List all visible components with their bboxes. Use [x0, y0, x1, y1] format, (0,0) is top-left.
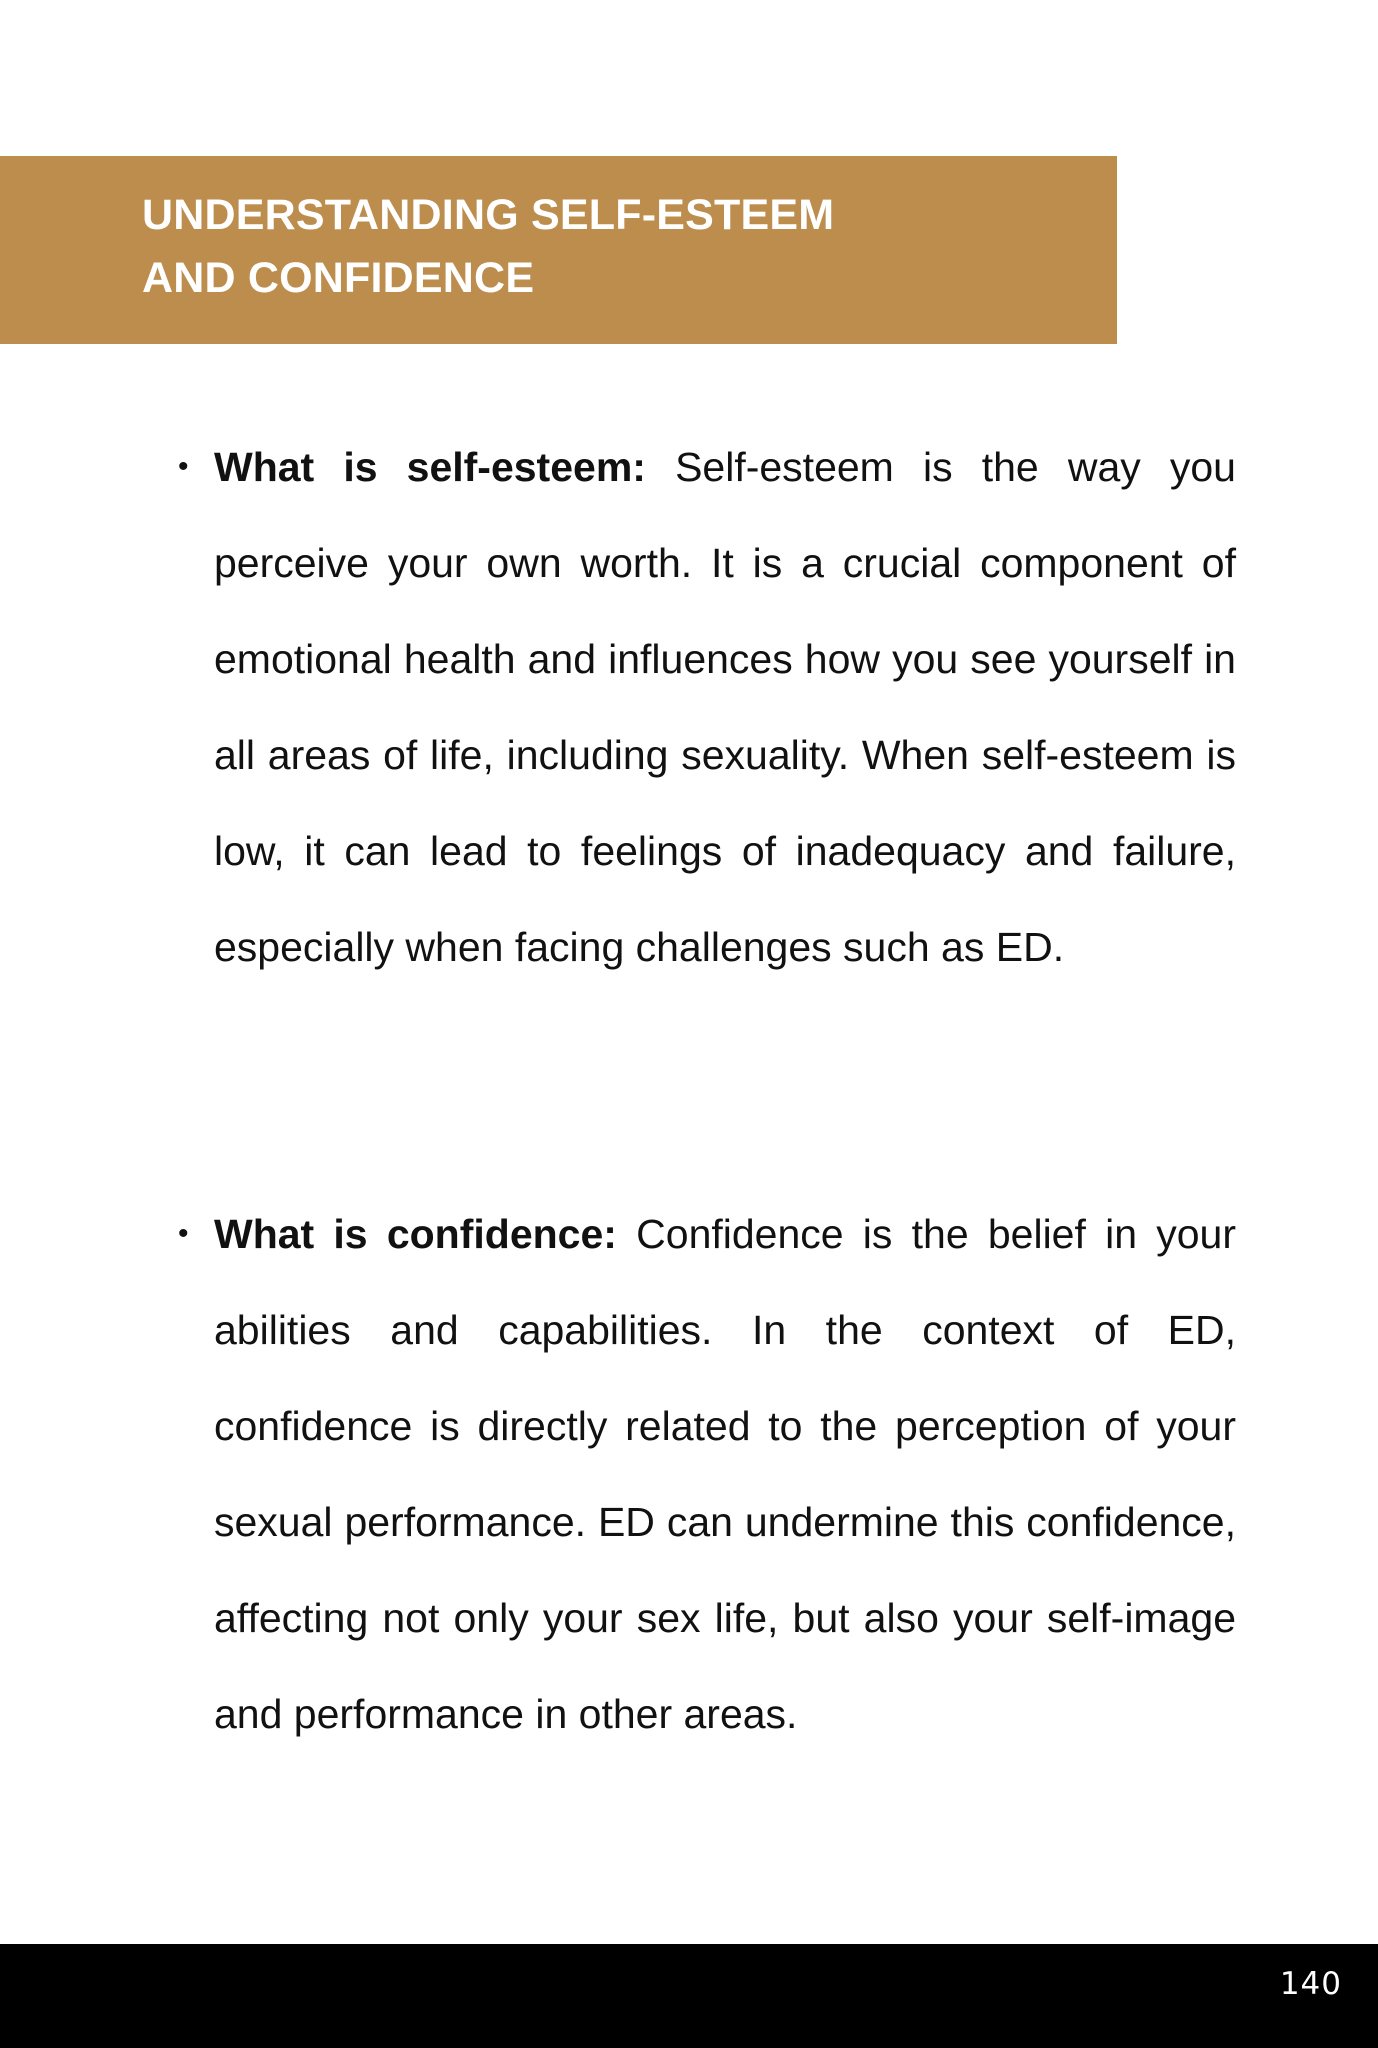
page-title	[142, 184, 1042, 310]
bullet-dot-icon: •	[178, 1217, 189, 1250]
bullet-text: Confidence is the belief in your abilities and capabilities. In the context of ED, confidence is directly related to the perception of your sexual performance. ED can undermine this confidence, affecting not only your sex life, but also your self-image and performance in other areas.	[214, 1211, 1236, 1737]
bullet-item-self-esteem	[178, 419, 1236, 995]
page-number: 140	[1279, 1966, 1342, 2002]
bullet-text: Self-esteem is the way you perceive your own worth. It is a crucial component of emotional health and influences how you see yourself in all areas of life, including sexuality. When self-esteem is low, it can lead to feelings of inadequacy and failure, especially when facing challenges such as ED.	[214, 444, 1236, 970]
bullet-term: What is confidence:	[214, 1211, 617, 1257]
page-title-line-1: UNDERSTANDING SELF-ESTEEM	[142, 191, 835, 239]
footer-bar	[0, 1944, 1378, 2048]
bullet-item-confidence	[178, 1186, 1236, 1762]
bullet-term: What is self-esteem:	[214, 444, 646, 490]
bullet-dot-icon: •	[178, 450, 189, 483]
page-title-line-2: AND CONFIDENCE	[142, 254, 535, 302]
